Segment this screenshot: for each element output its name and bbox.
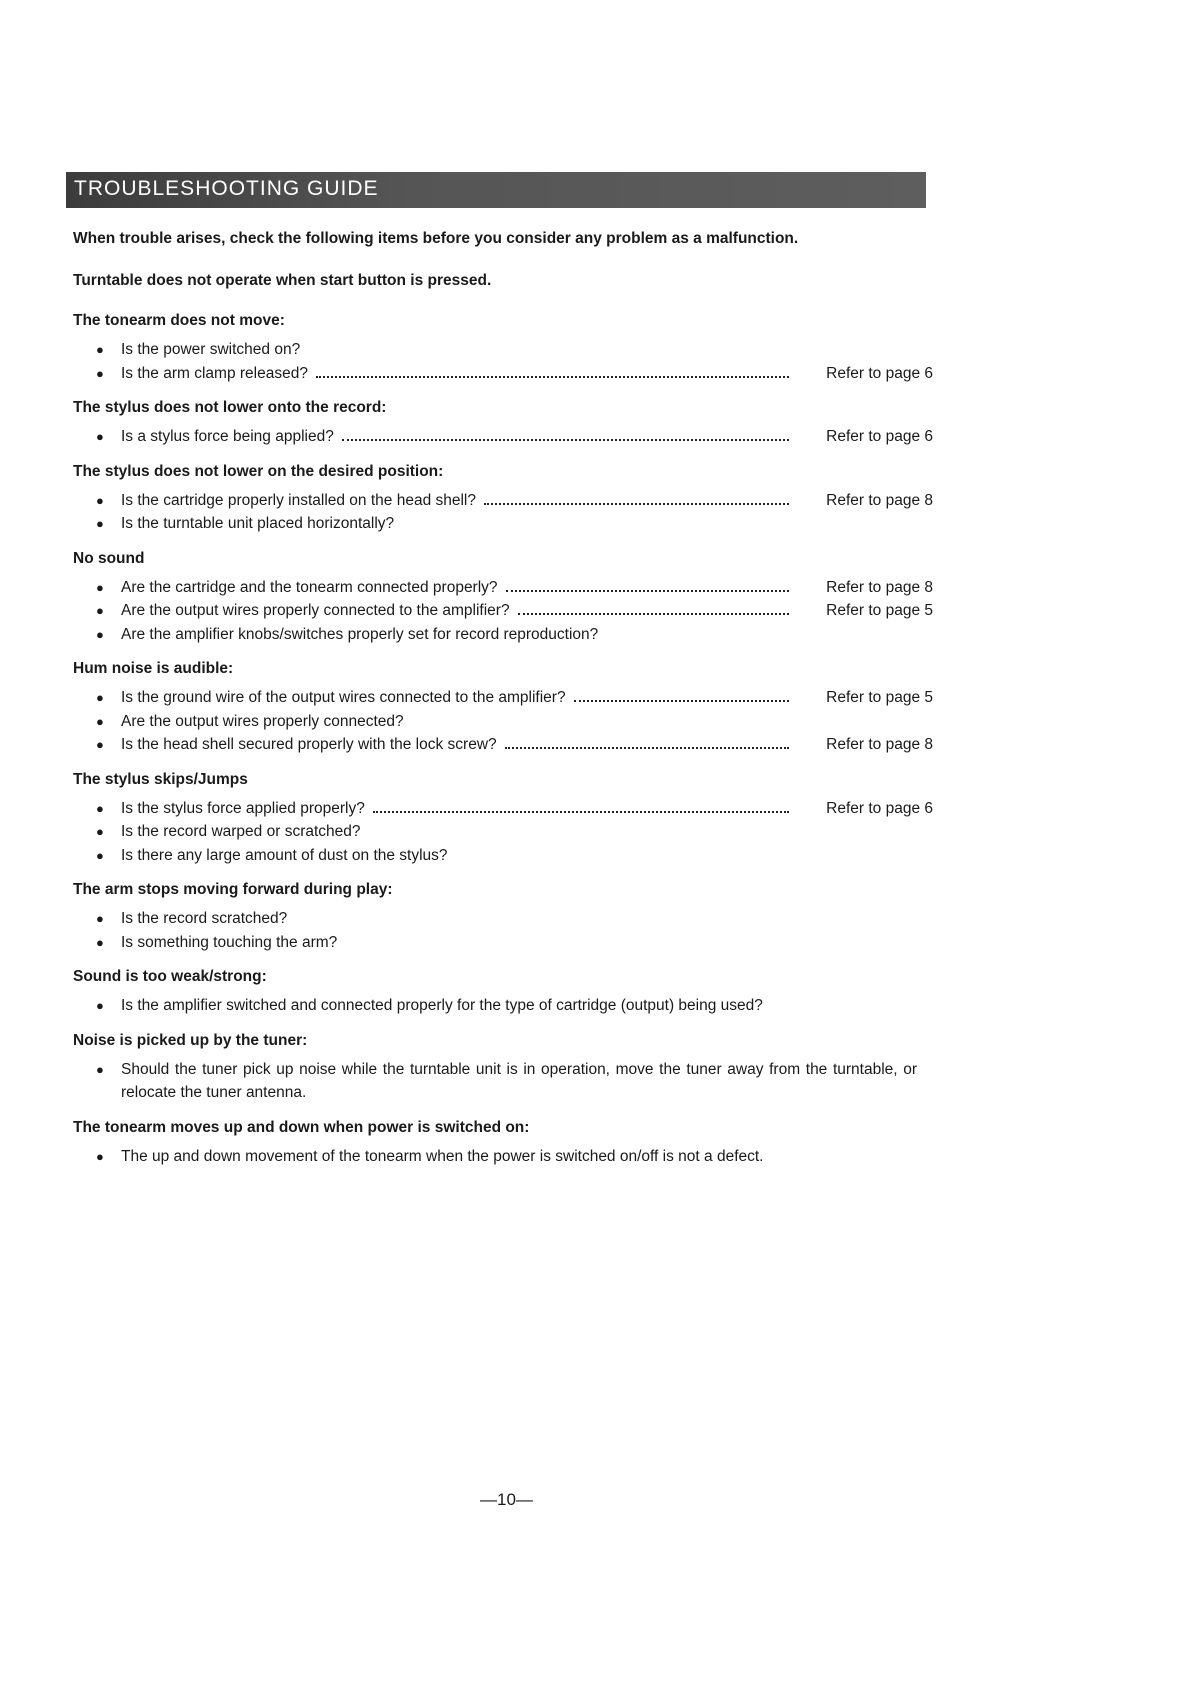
check-list [73,797,933,868]
list-item [96,362,933,386]
check-question [121,797,811,821]
intro-text: When trouble arises, check the following items before you consider any problem as a malfunction. [73,230,799,247]
list-item [96,710,933,734]
check-list [73,994,933,1018]
section-heading: The tonearm moves up and down when power is switched on: [73,1118,530,1136]
dot-leader [342,439,789,441]
bullet-icon: ● [96,824,104,839]
bullet-icon: ● [96,847,104,863]
question-text: Is a stylus force being applied? [121,428,334,445]
section-heading: The tonearm does not move: [73,312,285,329]
section-heading: The stylus does not lower onto the record: [73,399,387,416]
question-text: Is the stylus force applied properly? [121,799,365,817]
troubleshoot-section [73,1117,933,1169]
question-text: Is there any large amount of dust on the stylus? [121,846,448,864]
bullet-icon: ● [96,690,104,705]
bullet-icon: ● [96,911,104,926]
section-heading: Hum noise is audible: [73,660,234,677]
bullet-icon: ● [96,1061,104,1077]
bullet-icon: ● [96,429,104,444]
check-list [73,425,933,449]
check-question [121,820,933,844]
section-heading: No sound [73,549,145,567]
check-list [73,338,933,385]
bullet-icon: ● [96,516,104,531]
check-list [73,686,933,757]
question-text: The up and down movement of the tonearm when the power is switched on/off is not a defect. [121,1147,764,1165]
question-text: Is the amplifier switched and connected properly for the type of cartridge (output) being used? [121,997,763,1014]
list-item [96,599,933,623]
list-item [96,820,933,844]
page-reference: Refer to page 6 [826,364,933,382]
list-item [96,623,933,647]
bullet-icon: ● [96,492,104,508]
list-item [96,907,933,931]
check-list [73,576,933,647]
sections-container [73,310,933,1168]
section-heading: The stylus skips/Jumps [73,770,248,788]
bullet-icon: ● [96,713,104,729]
bullet-icon: ● [96,626,104,642]
troubleshoot-section [73,1030,933,1105]
check-question [121,931,933,955]
bullet-icon: ● [96,603,104,618]
dot-leader [484,503,789,505]
check-list [73,1058,933,1105]
question-text: Is the head shell secured properly with the lock screw? [121,736,497,753]
dot-leader [506,590,789,592]
title-bar [66,172,926,208]
check-list [73,907,933,954]
check-question [121,362,811,386]
troubleshoot-section [73,966,933,1018]
bullet-icon: ● [96,365,104,381]
section-heading: Noise is picked up by the tuner: [73,1031,308,1049]
page-reference: Refer to page 6 [826,799,933,817]
bullet-icon: ● [96,998,104,1013]
list-item [96,489,933,513]
list-item [96,576,933,600]
question-text: Is the turntable unit placed horizontally? [121,515,395,532]
check-question [121,623,933,647]
question-text: Is the record scratched? [121,910,288,927]
list-item [96,994,933,1018]
question-text: Are the cartridge and the tonearm connected properly? [121,578,498,596]
troubleshoot-section [73,310,933,385]
bullet-icon: ● [96,800,104,816]
content [73,228,933,1180]
dot-leader [373,811,789,813]
page-reference: Refer to page 8 [826,578,933,596]
check-question [121,907,933,931]
list-item [96,797,933,821]
check-question [121,1058,933,1105]
dot-leader [518,613,789,615]
troubleshoot-section [73,461,933,536]
page-reference: Refer to page 5 [826,689,933,706]
question-text: Is the cartridge properly installed on the head shell? [121,491,476,509]
check-question [121,733,811,757]
troubleshoot-section [73,769,933,868]
check-question [121,338,933,362]
bullet-icon: ● [96,934,104,950]
page-reference: Refer to page 6 [826,428,933,445]
page-reference: Refer to page 5 [826,602,933,619]
question-text: Is the power switched on? [121,341,301,358]
list-item [96,1145,933,1169]
question-text: Is the ground wire of the output wires connected to the amplifier? [121,689,566,706]
question-text: Is something touching the arm? [121,933,338,951]
check-question [121,710,933,734]
question-text: Should the tuner pick up noise while the turntable unit is in operation, move the tuner away from the turntable, or relocate the tuner antenna. [121,1060,917,1101]
top-heading: Turntable does not operate when start button is pressed. [73,272,492,289]
list-item [96,733,933,757]
check-question [121,1145,933,1169]
list-item [96,844,933,868]
question-text: Are the amplifier knobs/switches properly set for record reproduction? [121,625,599,643]
dot-leader [574,700,789,702]
section-heading: Sound is too weak/strong: [73,968,267,985]
list-item [96,338,933,362]
check-question [121,489,811,513]
dot-leader [505,747,789,749]
page-reference: Refer to page 8 [826,736,933,753]
check-question [121,425,811,449]
list-item [96,686,933,710]
troubleshoot-section [73,658,933,757]
bullet-icon: ● [96,737,104,752]
check-question [121,512,933,536]
bullet-icon: ● [96,342,104,357]
bullet-icon: ● [96,579,104,595]
list-item [96,512,933,536]
dot-leader [316,376,789,378]
question-text: Is the record warped or scratched? [121,823,361,840]
check-question [121,599,811,623]
question-text: Are the output wires properly connected? [121,712,404,730]
page-title: TROUBLESHOOTING GUIDE [74,177,379,200]
troubleshoot-section [73,397,933,449]
check-list [73,1145,933,1169]
list-item [96,931,933,955]
check-question [121,576,811,600]
question-text: Are the output wires properly connected to the amplifier? [121,602,510,619]
troubleshoot-section [73,879,933,954]
check-question [121,994,933,1018]
troubleshoot-section [73,548,933,647]
page-reference: Refer to page 8 [826,491,933,509]
check-question [121,686,811,710]
check-question [121,844,933,868]
page-number: —10— [480,1490,533,1509]
section-heading: The arm stops moving forward during play: [73,881,393,898]
question-text: Is the arm clamp released? [121,364,308,382]
check-list [73,489,933,536]
bullet-icon: ● [96,1148,104,1164]
section-heading: The stylus does not lower on the desired position: [73,462,444,480]
list-item [96,1058,933,1105]
list-item [96,425,933,449]
